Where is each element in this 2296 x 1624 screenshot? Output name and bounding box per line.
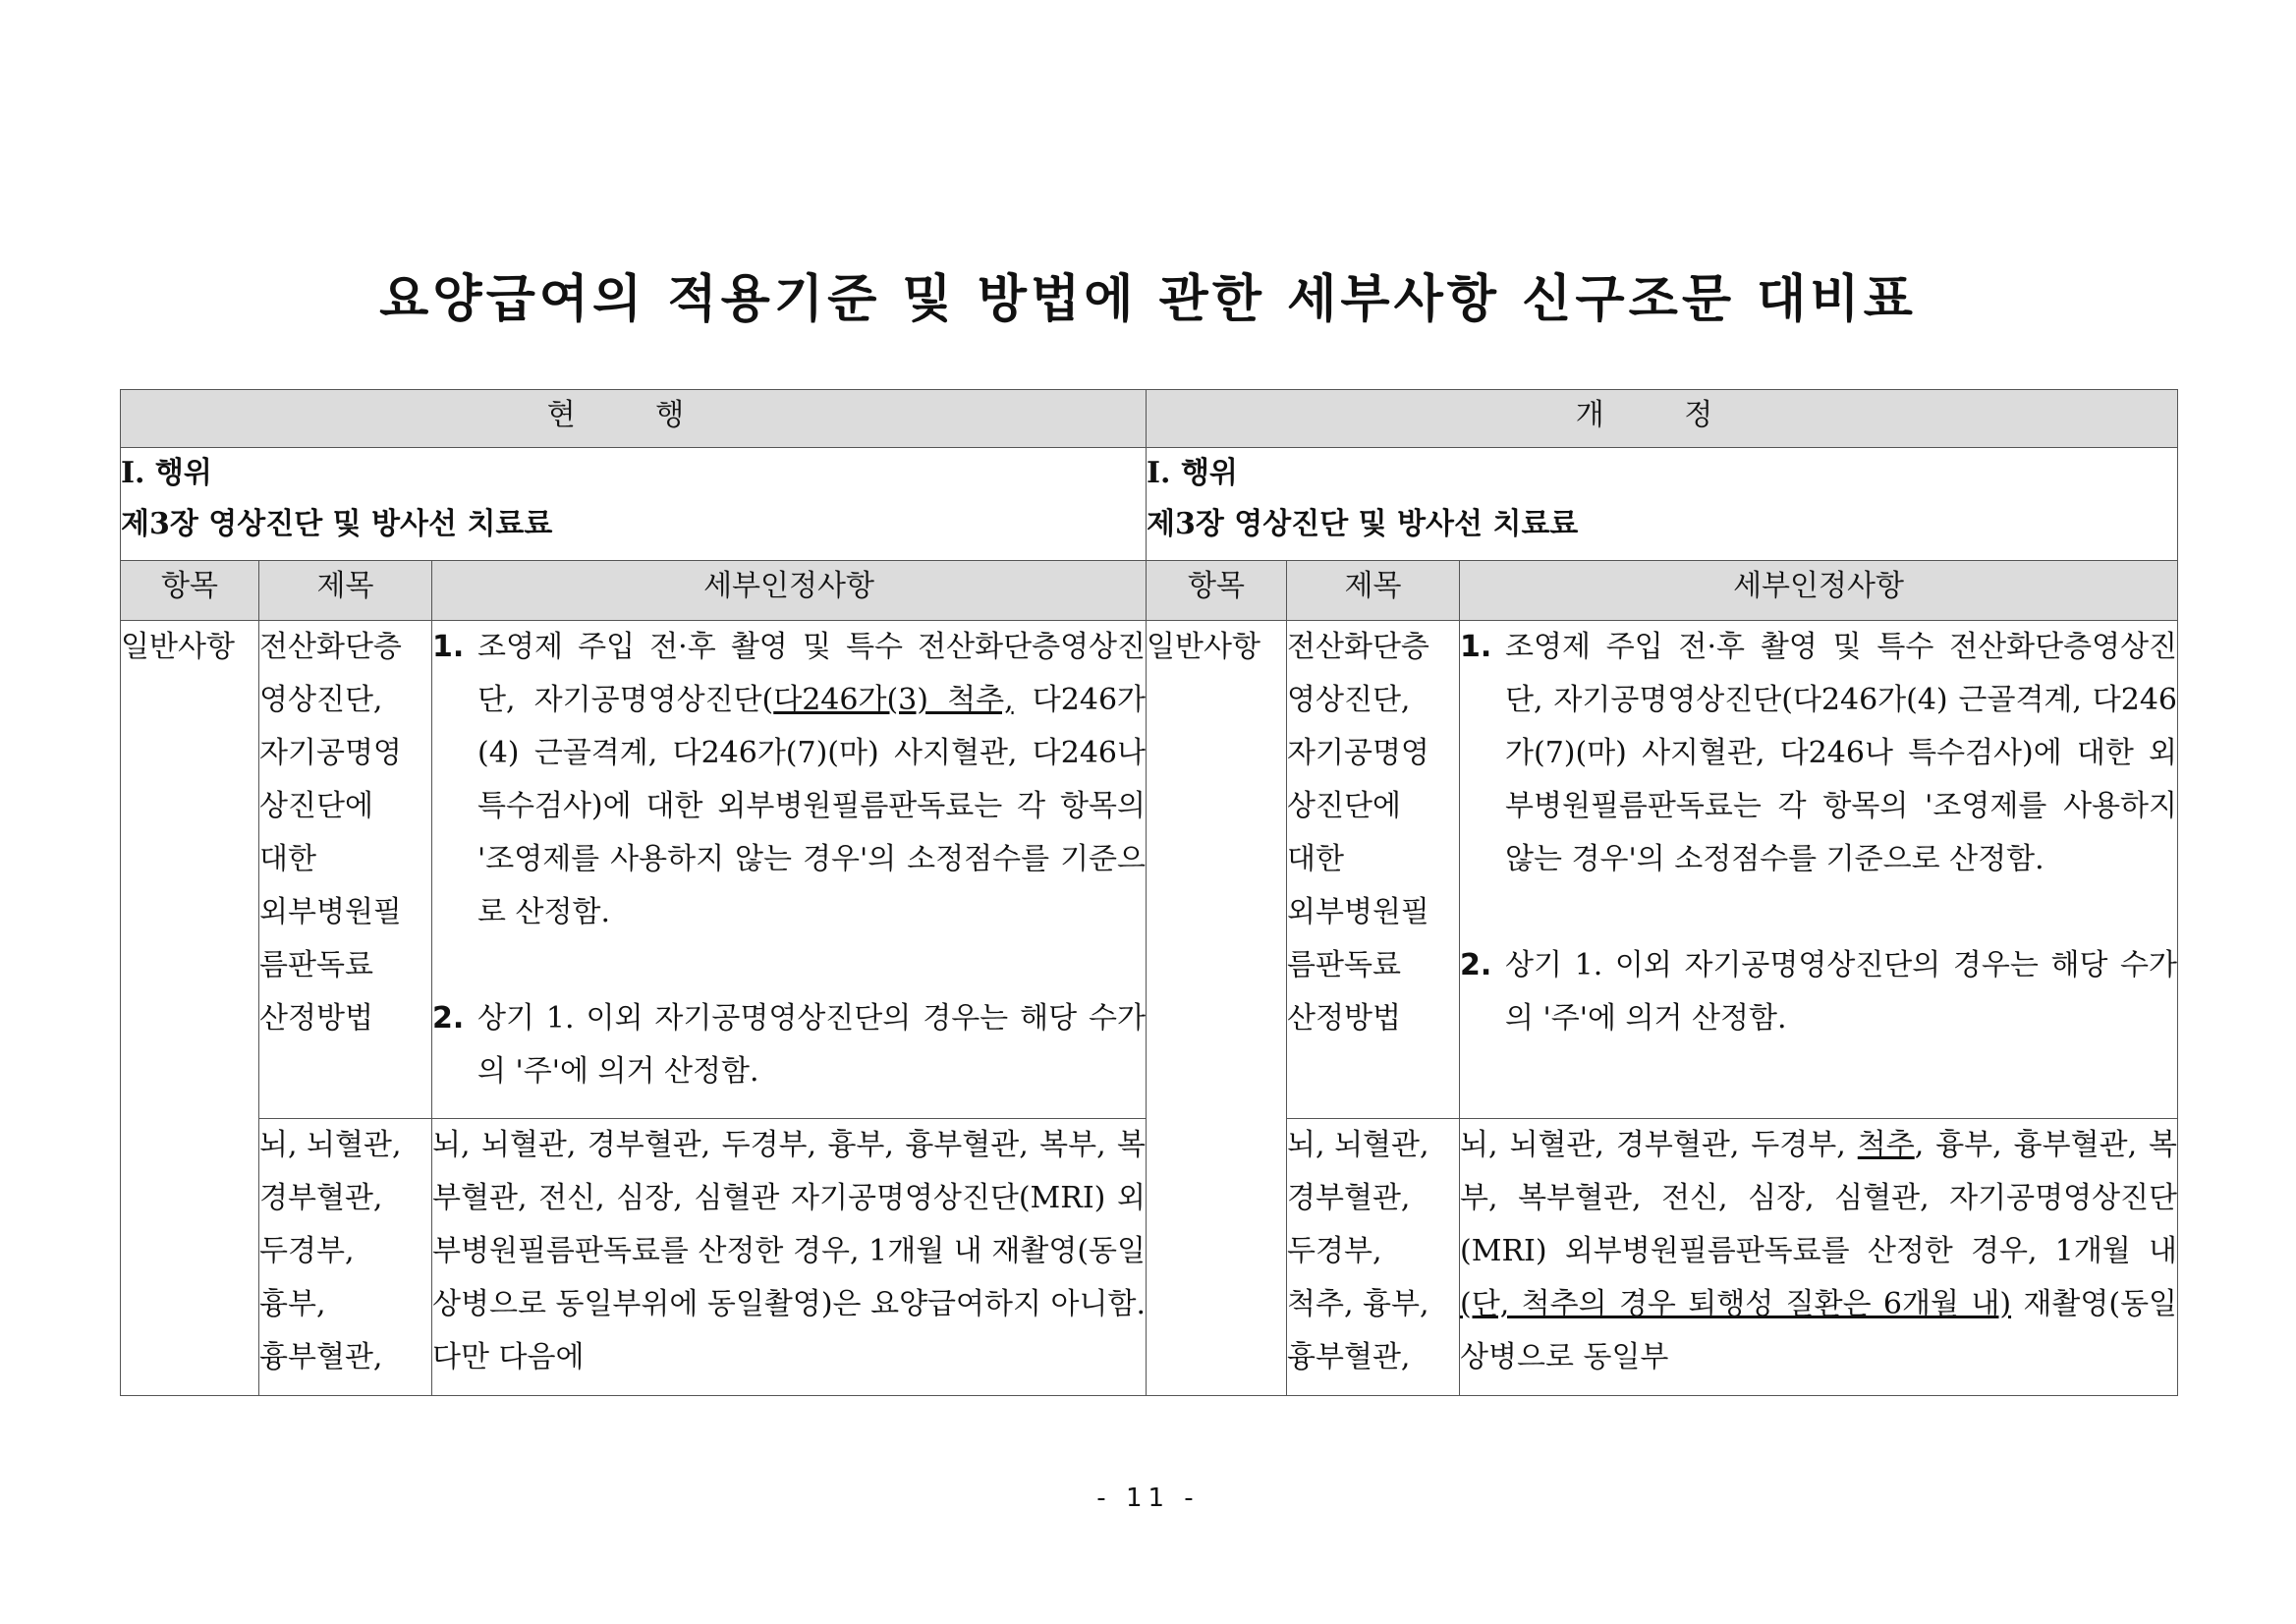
revised-row1-title: 전산화단층 영상진단, 자기공명영 상진단에 대한 외부병원필 름판독료 산정방법 [1287, 621, 1460, 1119]
subchapter-heading: 제3장 영상진단 및 방사선 치료료 [121, 507, 553, 541]
page-number: - 11 - [1096, 1484, 1200, 1513]
chapter-heading: Ⅰ. 행위 [1147, 456, 1238, 490]
revised-row2-title: 뇌, 뇌혈관, 경부혈관, 두경부, 척추, 흉부, 흉부혈관, [1287, 1119, 1460, 1396]
col-title: 제목 [259, 561, 432, 621]
revised-row2-detail: 뇌, 뇌혈관, 경부혈관, 두경부, 척추, 흉부, 흉부혈관, 복부, 복부혈관, 전신, 심장, 심혈관, 자기공명영상진단(MRI) 외부병원필름판독료를 산정한 경우, 1개월 내(단, 척추의 경우 퇴행성 질환은 6개월 내) 재촬영(동일상병으로 동일부 [1460, 1119, 2178, 1396]
current-item-cell: 일반사항 [121, 621, 259, 1396]
current-row2-title: 뇌, 뇌혈관, 경부혈관, 두경부, 흉부, 흉부혈관, [259, 1119, 432, 1396]
col-title: 제목 [1287, 561, 1460, 621]
chapter-heading: Ⅰ. 행위 [121, 456, 212, 490]
comparison-table [120, 389, 2178, 1396]
col-detail: 세부인정사항 [432, 561, 1147, 621]
current-header: 현 행 [121, 390, 1147, 448]
revised-header: 개 정 [1147, 390, 2178, 448]
document-title: 요양급여의 적용기준 및 방법에 관한 세부사항 신구조문 대비표 [379, 270, 1917, 329]
current-section [121, 448, 1147, 561]
revised-item-cell: 일반사항 [1147, 621, 1287, 1396]
current-row1-title: 전산화단층 영상진단, 자기공명영 상진단에 대한 외부병원필 름판독료 산정방법 [259, 621, 432, 1119]
current-row1-detail: 1. 조영제 주입 전·후 촬영 및 특수 전산화단층영상진단, 자기공명영상진단(다246가(3) 척추, 다246가(4) 근골격계, 다246가(7)(마) 사지혈관, 다246나 특수검사)에 대한 외부병원필름판독료는 각 항목의 '조영제를 사용하지 않는 경우'의 소정점수를 기준으로 산정함. 2. 상기 1. 이외 자기공명영상진단의 경우는 해당 수가의 '주'에 의거 산정함. [432, 621, 1147, 1119]
revised-row1-detail: 1. 조영제 주입 전·후 촬영 및 특수 전산화단층영상진단, 자기공명영상진단(다246가(4) 근골격계, 다246가(7)(마) 사지혈관, 다246나 특수검사)에 대한 외부병원필름판독료는 각 항목의 '조영제를 사용하지 않는 경우'의 소정점수를 기준으로 산정함. 2. 상기 1. 이외 자기공명영상진단의 경우는 해당 수가의 '주'에 의거 산정함. [1460, 621, 2178, 1119]
col-detail: 세부인정사항 [1460, 561, 2178, 621]
subchapter-heading: 제3장 영상진단 및 방사선 치료료 [1147, 507, 1579, 541]
col-item: 항목 [121, 561, 259, 621]
revised-section [1147, 448, 2178, 561]
current-row2-detail: 뇌, 뇌혈관, 경부혈관, 두경부, 흉부, 흉부혈관, 복부, 복부혈관, 전신, 심장, 심혈관 자기공명영상진단(MRI) 외부병원필름판독료를 산정한 경우, 1개월 내 재촬영(동일상병으로 동일부위에 동일촬영)은 요양급여하지 아니함. 다만 다음에 [432, 1119, 1147, 1396]
col-item: 항목 [1147, 561, 1287, 621]
